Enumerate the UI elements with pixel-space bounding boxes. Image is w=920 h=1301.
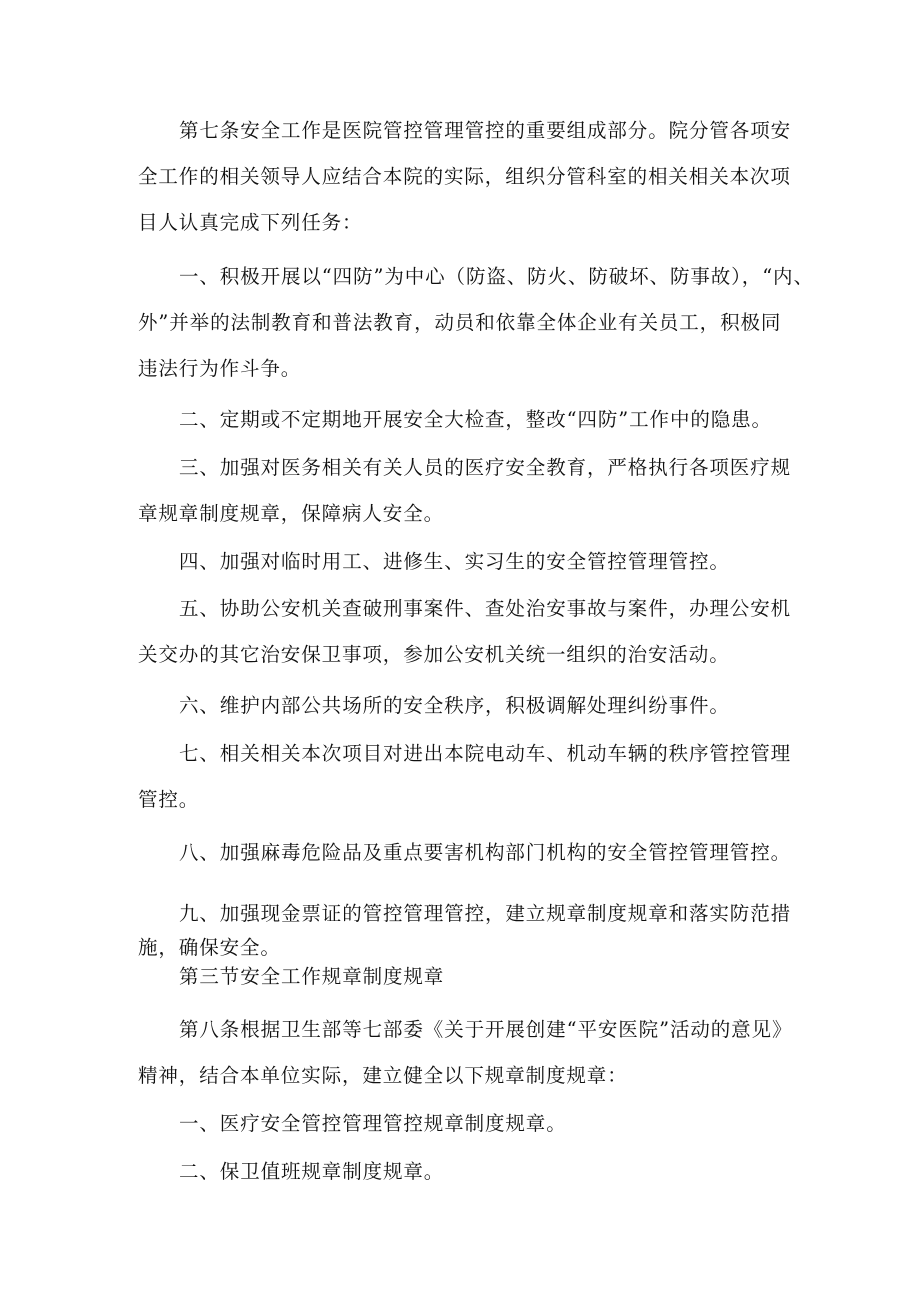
text-line: 施，确保安全。 xyxy=(138,936,281,959)
text-line: 四、加强对临时用工、进修生、实习生的安全管控管理管控。 xyxy=(179,550,730,573)
text-line: 九、加强现金票证的管控管理管控，建立规章制度规章和落实防范措 xyxy=(179,902,792,925)
paragraph-rule-1 xyxy=(138,1101,788,1147)
paragraph-article-8 xyxy=(138,1007,793,1099)
text-line: 五、协助公安机关查破刑事案件、查处治安事故与案件，办理公安机 xyxy=(179,597,792,620)
text-line: 精神，结合本单位实际，建立健全以下规章制度规章： xyxy=(138,1064,628,1087)
paragraph-item-1 xyxy=(138,254,814,392)
text-line: 违法行为作斗争。 xyxy=(138,357,302,380)
text-line: 二、保卫值班规章制度规章。 xyxy=(179,1160,445,1183)
paragraph-item-2 xyxy=(138,397,788,443)
text-line: 一、积极开展以“四防”为中心（防盗、防火、防破坏、防事故），“内、 xyxy=(179,265,814,288)
text-line: 目人认真完成下列任务： xyxy=(138,211,363,234)
paragraph-rule-2 xyxy=(138,1149,788,1195)
text-line: 八、加强麻毒危险品及重点要害机构部门机构的安全管控管理管控。 xyxy=(179,841,792,864)
text-line: 三、加强对医务相关有关人员的医疗安全教育，严格执行各项医疗规 xyxy=(179,456,792,479)
text-line: 全工作的相关领导人应结合本院的实际，组织分管科室的相关相关本次项 xyxy=(138,165,791,188)
text-line: 章规章制度规章，保障病人安全。 xyxy=(138,502,445,525)
text-line: 第三节安全工作规章制度规章 xyxy=(179,965,445,988)
text-line: 七、相关相关本次项目对进出本院电动车、机动车辆的秩序管控管理 xyxy=(179,742,792,765)
text-line: 一、医疗安全管控管理管控规章制度规章。 xyxy=(179,1112,567,1135)
section-heading xyxy=(138,954,788,1000)
paragraph-article-7 xyxy=(138,108,792,246)
text-line: 管控。 xyxy=(138,788,200,811)
text-line: 第七条安全工作是医院管控管理管控的重要组成部分。院分管各项安 xyxy=(179,119,792,142)
paragraph-item-5 xyxy=(138,586,792,678)
text-line: 六、维护内部公共场所的安全秩序，积极调解处理纠纷事件。 xyxy=(179,694,730,717)
text-line: 第八条根据卫生部等七部委《关于开展创建“平安医院”活动的意见》 xyxy=(179,1018,793,1041)
paragraph-item-6 xyxy=(138,683,788,729)
paragraph-item-3 xyxy=(138,445,792,537)
text-line: 二、定期或不定期地开展安全大检查，整改“四防”工作中的隐患。 xyxy=(179,408,772,431)
paragraph-item-4 xyxy=(138,539,788,585)
paragraph-item-7 xyxy=(138,731,792,823)
paragraph-item-8 xyxy=(138,830,792,876)
text-line: 外”并举的法制教育和普法教育，动员和依靠全体企业有关员工，积极同 xyxy=(138,311,782,334)
text-line: 关交办的其它治安保卫事项，参加公安机关统一组织的治安活动。 xyxy=(138,643,730,666)
